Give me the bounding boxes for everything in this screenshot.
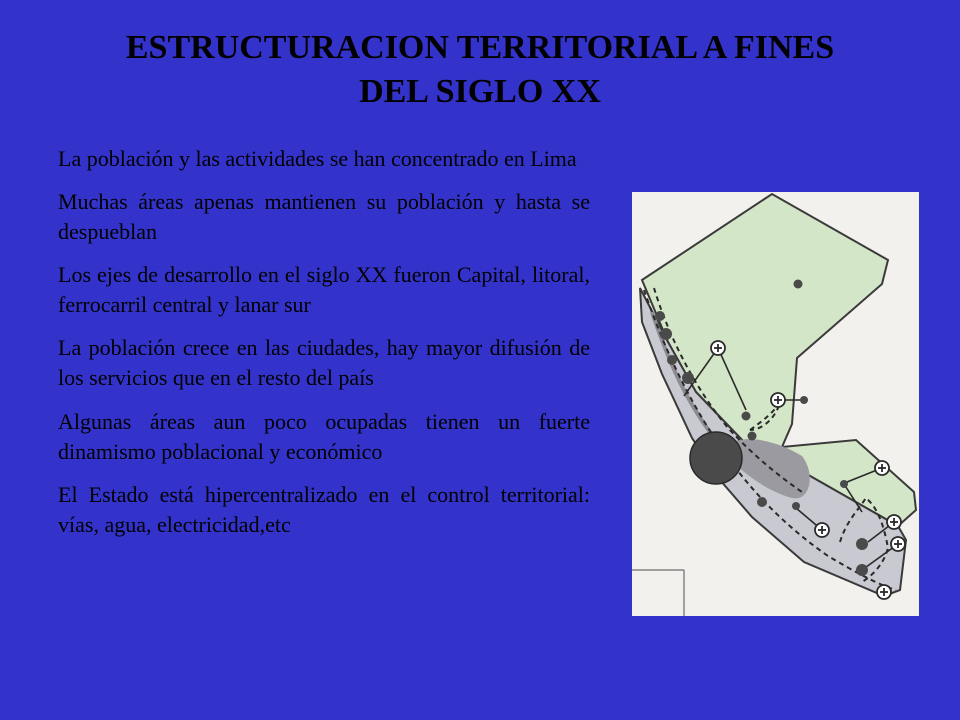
city-node-icon <box>757 497 767 507</box>
growth-plus-icon <box>771 393 785 407</box>
growth-plus-icon <box>711 341 725 355</box>
growth-plus-icon <box>877 585 891 599</box>
city-node-icon <box>840 480 848 488</box>
bullet-item-2: Muchas áreas apenas mantienen su población y hasta se despueblan <box>58 189 590 244</box>
city-node-icon <box>794 280 803 289</box>
city-node-icon <box>792 502 800 510</box>
city-node-icon <box>655 311 665 321</box>
bullet-item-3: Los ejes de desarrollo en el siglo XX fueron Capital, litoral, ferrocarril central y lanar sur <box>58 262 590 317</box>
growth-plus-icon <box>815 523 829 537</box>
city-node-icon <box>800 396 808 404</box>
city-node-icon <box>856 564 868 576</box>
bullet-list <box>58 144 590 553</box>
city-node-icon <box>742 412 751 421</box>
slide-title-line-2: DEL SIGLO XX <box>359 73 601 110</box>
city-node-icon <box>660 328 672 340</box>
capital-circle-icon <box>690 432 742 484</box>
bullet-item-5: Algunas áreas aun poco ocupadas tienen un fuerte dinamismo poblacional y económico <box>58 409 590 464</box>
growth-plus-icon <box>891 537 905 551</box>
city-node-icon <box>667 355 677 365</box>
bullet-item-4: La población crece en las ciudades, hay mayor difusión de los servicios que en el resto del país <box>58 335 590 390</box>
slide-title-line-1: ESTRUCTURACION TERRITORIAL A FINES <box>125 29 835 66</box>
city-node-icon <box>748 432 757 441</box>
growth-plus-icon <box>887 515 901 529</box>
territorial-map <box>632 192 919 616</box>
slide-title <box>40 26 920 114</box>
bullet-item-6: El Estado está hipercentralizado en el control territorial: vías, agua, electricidad,etc <box>58 482 590 537</box>
territorial-map-svg <box>632 192 919 616</box>
growth-plus-icon <box>875 461 889 475</box>
city-node-icon <box>856 538 868 550</box>
bullet-item-1: La población y las actividades se han concentrado en Lima <box>58 146 577 171</box>
city-node-icon <box>682 372 694 384</box>
